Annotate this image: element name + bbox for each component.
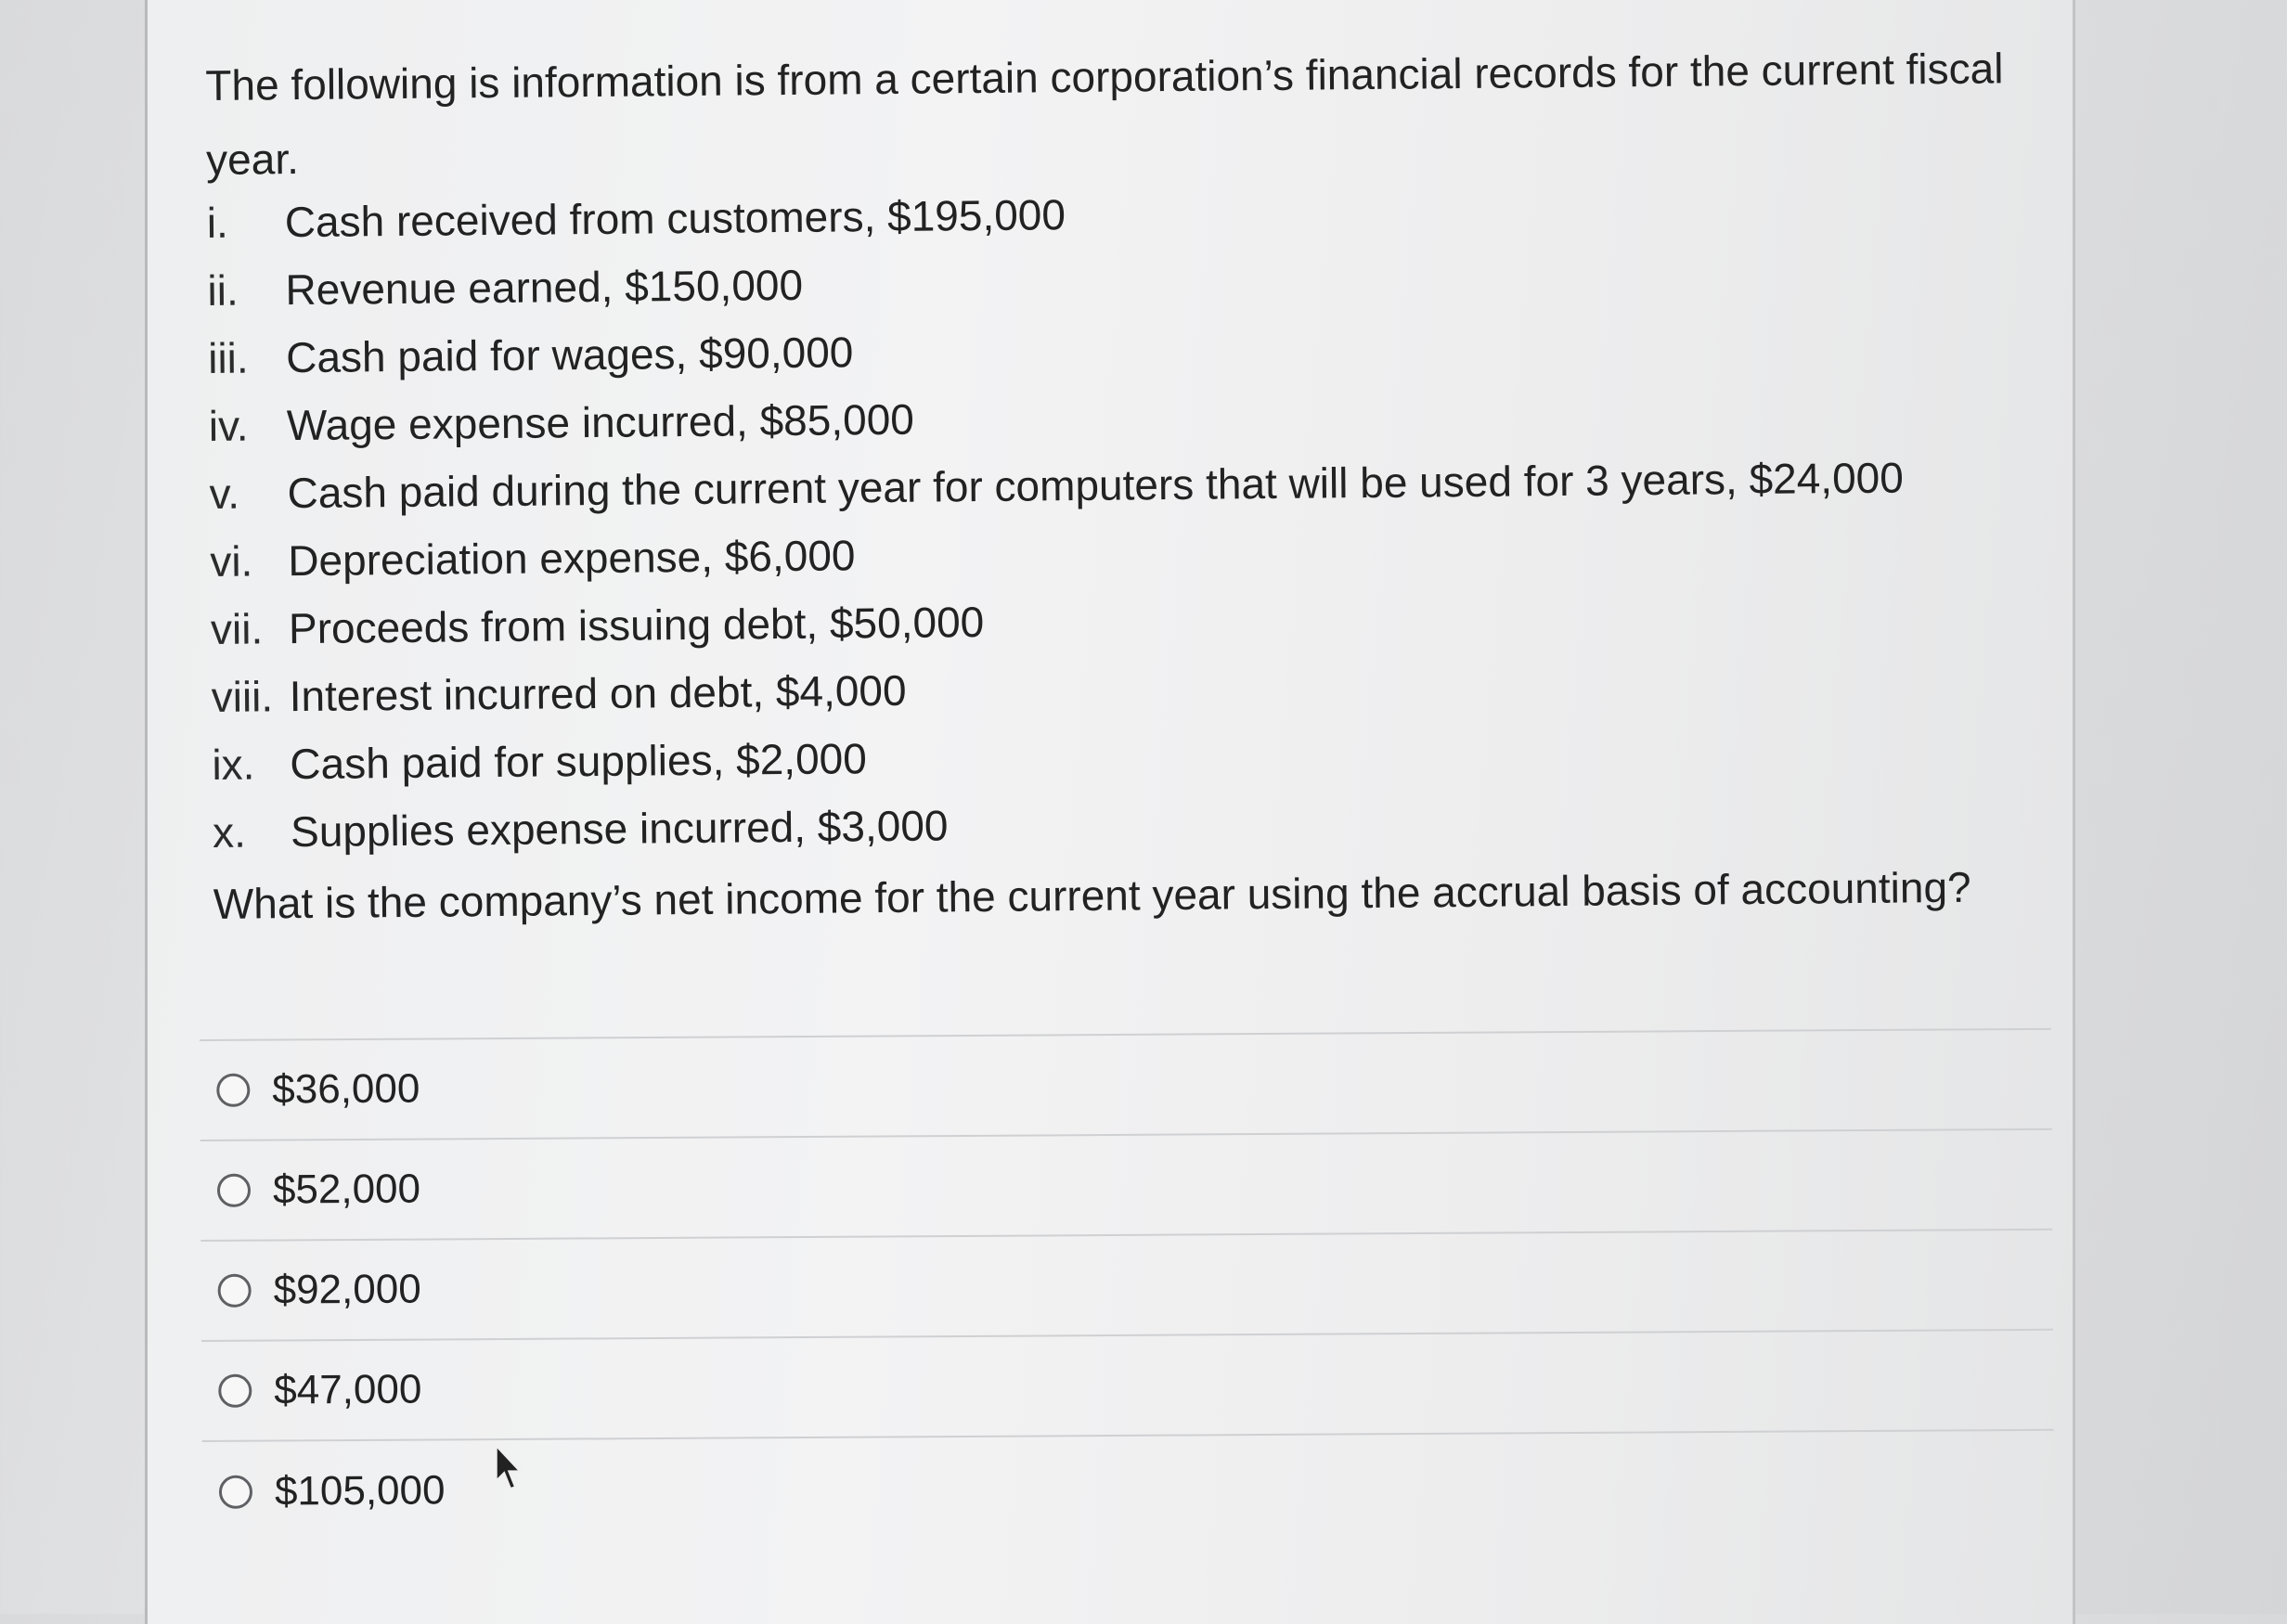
question-intro: The following is information is from a certain corporation’s financial records for the current fiscal year. bbox=[205, 44, 2004, 184]
item-number: ix. bbox=[212, 740, 255, 789]
answer-label[interactable]: $105,000 bbox=[274, 1467, 446, 1514]
item-text: Supplies expense incurred, $3,000 bbox=[290, 801, 949, 857]
item-number: iv. bbox=[208, 401, 249, 450]
answer-option-5[interactable] bbox=[202, 1431, 2055, 1542]
item-text: Depreciation expense, $6,000 bbox=[288, 531, 856, 586]
answer-label[interactable]: $92,000 bbox=[273, 1266, 421, 1313]
item-number: iii. bbox=[207, 333, 249, 382]
radio-button[interactable] bbox=[217, 1174, 251, 1207]
item-number: vi. bbox=[210, 536, 253, 586]
item-text: Cash paid for wages, $90,000 bbox=[285, 328, 854, 382]
item-text: Cash paid for supplies, $2,000 bbox=[290, 734, 868, 789]
radio-button[interactable] bbox=[219, 1476, 252, 1509]
item-number: viii. bbox=[211, 672, 274, 721]
answer-option-2[interactable] bbox=[200, 1130, 2053, 1242]
answer-option-3[interactable] bbox=[200, 1231, 2053, 1342]
item-number: ii. bbox=[207, 265, 239, 315]
item-text: Cash received from customers, $195,000 bbox=[284, 190, 1066, 247]
radio-button[interactable] bbox=[218, 1274, 252, 1308]
answer-option-1[interactable] bbox=[200, 1030, 2052, 1141]
question-prompt: What is the company’s net income for the current year using the accrual basis of accounting? bbox=[213, 862, 1971, 928]
question-block bbox=[205, 31, 2023, 941]
mouse-pointer-icon bbox=[495, 1444, 526, 1492]
item-number: v. bbox=[209, 469, 240, 518]
fact-list bbox=[206, 172, 2022, 867]
answer-option-4[interactable] bbox=[201, 1331, 2054, 1442]
item-text: Cash paid during the current year for computers that will be used for 3 years, $24,000 bbox=[287, 453, 1905, 518]
answer-label[interactable]: $52,000 bbox=[272, 1166, 421, 1213]
answer-label[interactable]: $36,000 bbox=[272, 1065, 420, 1113]
answer-choices bbox=[200, 1028, 2054, 1542]
item-text: Proceeds from issuing debt, $50,000 bbox=[288, 597, 985, 653]
item-text: Wage expense incurred, $85,000 bbox=[286, 394, 915, 450]
item-text: Interest incurred on debt, $4,000 bbox=[289, 665, 907, 721]
answer-label[interactable]: $47,000 bbox=[274, 1366, 422, 1413]
quiz-page bbox=[145, 0, 2075, 1624]
item-number: vii. bbox=[210, 604, 264, 653]
radio-button[interactable] bbox=[216, 1074, 250, 1107]
item-number: x. bbox=[212, 807, 247, 857]
item-number: i. bbox=[206, 198, 229, 247]
radio-button[interactable] bbox=[218, 1374, 252, 1408]
item-text: Revenue earned, $150,000 bbox=[285, 260, 804, 315]
